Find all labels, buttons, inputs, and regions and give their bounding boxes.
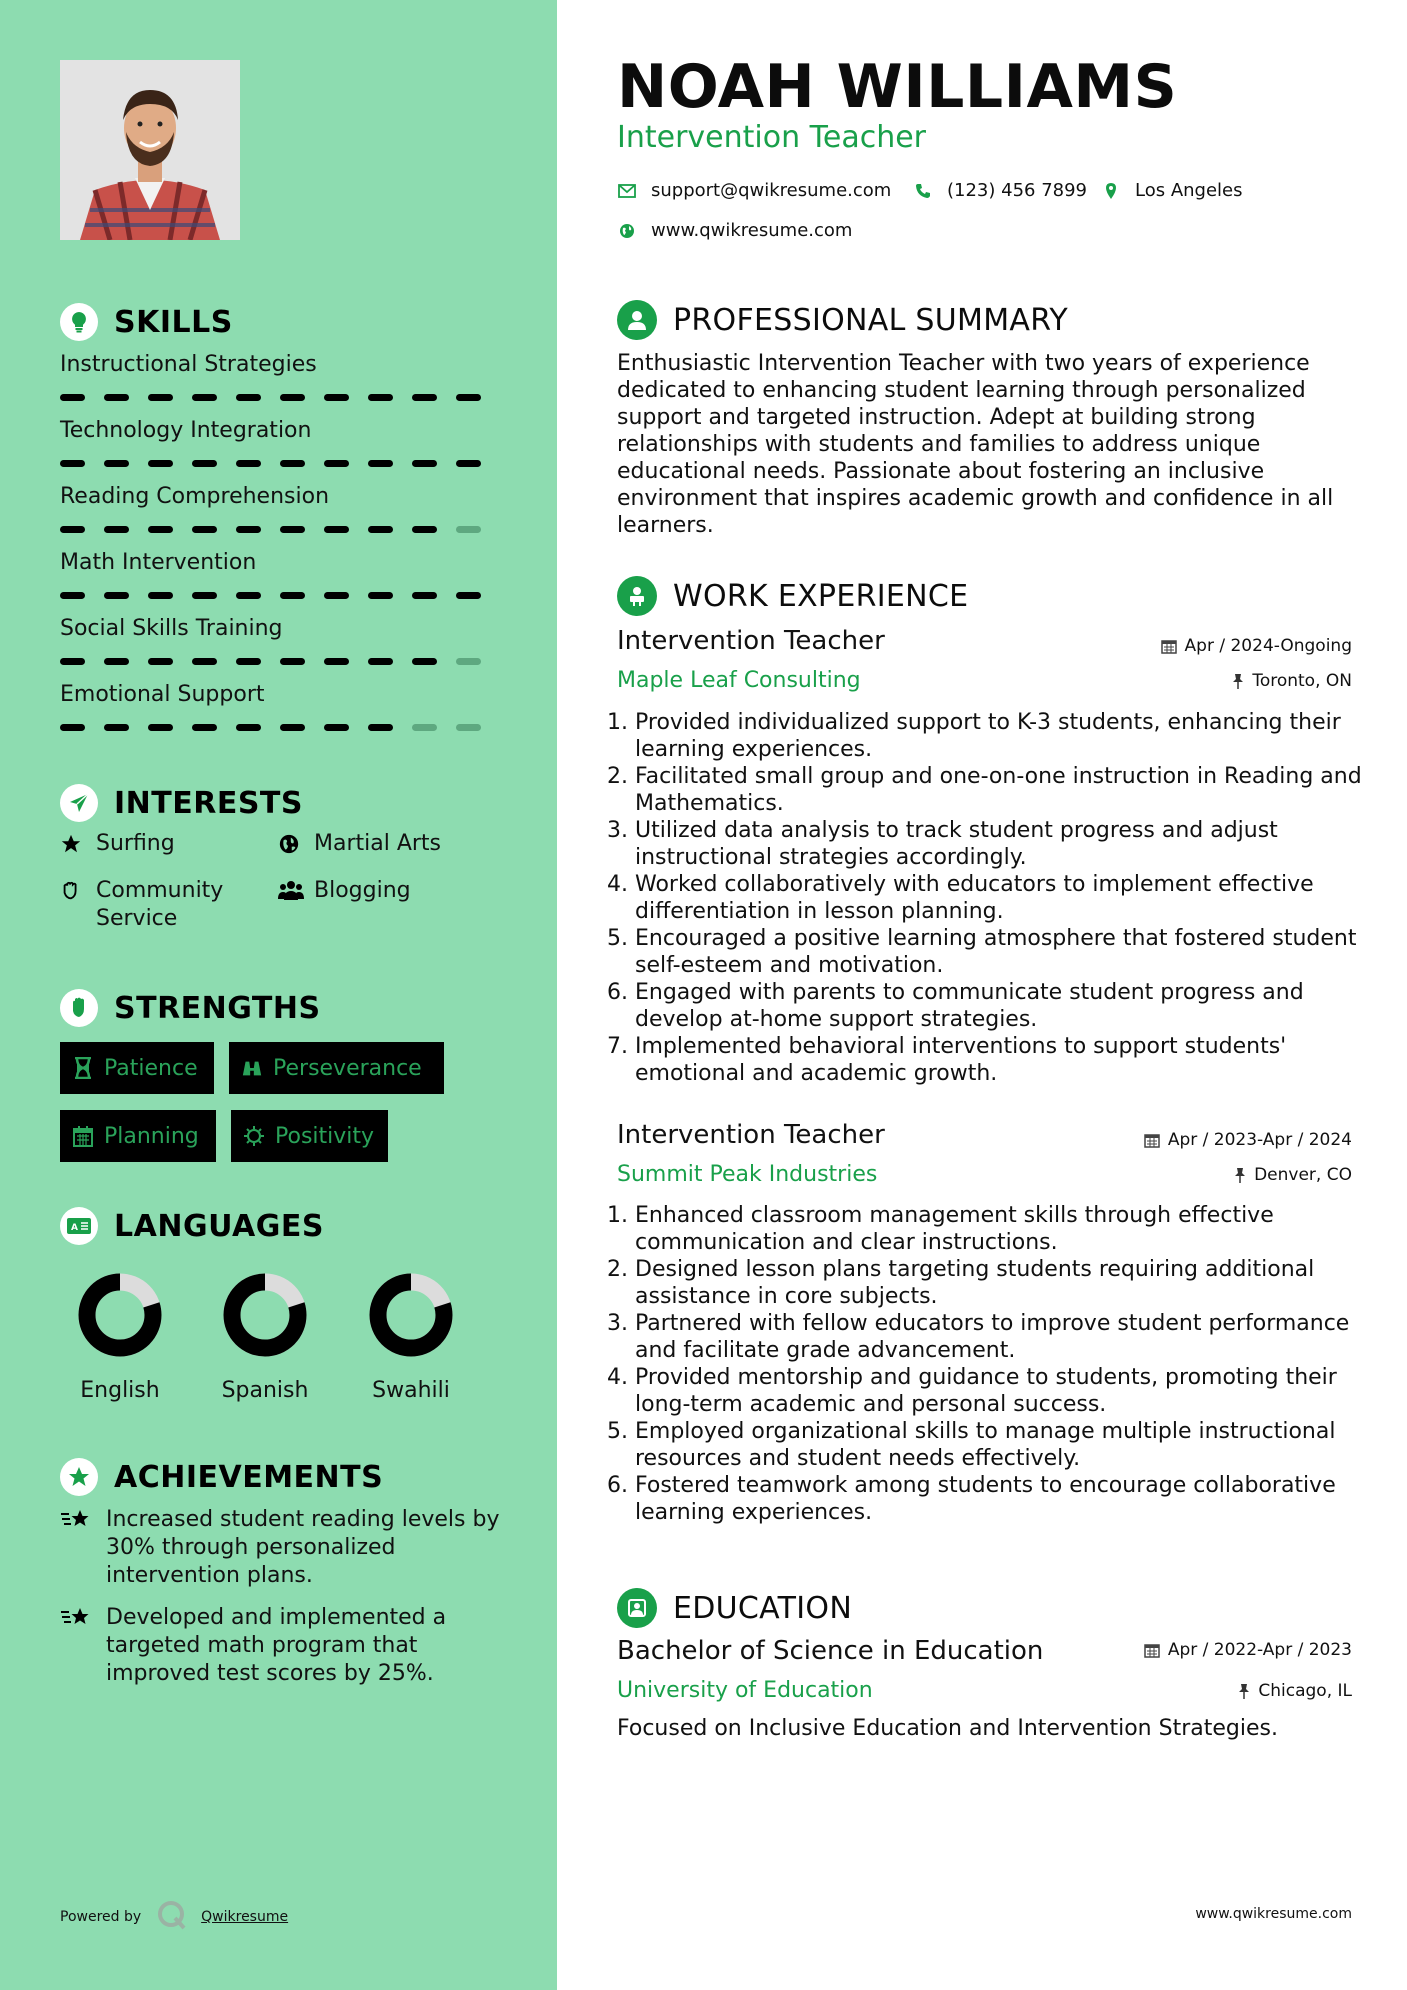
language-icon	[60, 1207, 98, 1245]
interest-item	[60, 877, 260, 933]
achievement-text: Increased student reading levels by 30% through personalized intervention plans.	[106, 1507, 500, 1588]
binoculars-icon	[241, 1057, 263, 1079]
skill-level-segment	[412, 460, 437, 467]
sun-icon	[243, 1125, 265, 1147]
calendar-icon	[72, 1125, 94, 1147]
skill-item	[60, 350, 500, 401]
skill-level-segment	[148, 394, 173, 401]
job-dates-text: Apr / 2024-Ongoing	[1184, 636, 1352, 656]
strength-chip	[60, 1042, 214, 1094]
skill-level-segment	[148, 724, 173, 731]
skill-label: Technology Integration	[60, 418, 312, 443]
skill-label: Math Intervention	[60, 550, 257, 575]
powered-by-label: Powered by	[60, 1909, 142, 1925]
skill-level-segment	[368, 460, 393, 467]
job-duty: 5. Encouraged a positive learning atmosphere that fostered student self-esteem and motivation.	[635, 925, 1387, 979]
achievement-text: Developed and implemented a targeted math program that improved test scores by 25%.	[106, 1605, 447, 1686]
profile-photo	[60, 60, 240, 240]
skill-level-bar	[60, 724, 500, 731]
degree-title: Bachelor of Science in Education	[617, 1636, 1044, 1666]
skill-level-segment	[148, 526, 173, 533]
education-location	[1238, 1681, 1352, 1701]
skill-level-segment	[60, 394, 85, 401]
main-content	[617, 0, 1362, 1990]
email-text: support@qwikresume.com	[651, 180, 892, 201]
shooting-star-icon	[60, 1506, 94, 1534]
skill-level-segment	[368, 394, 393, 401]
job-duty: 2. Designed lesson plans targeting students requiring additional assistance in core subjects.	[635, 1256, 1387, 1310]
skill-level-segment	[456, 526, 481, 533]
skill-level-segment	[280, 460, 305, 467]
strength-chip	[229, 1042, 444, 1094]
job-dates-text: Apr / 2023-Apr / 2024	[1167, 1130, 1352, 1150]
experience-title: WORK EXPERIENCE	[673, 578, 969, 614]
languages-title: LANGUAGES	[114, 1208, 324, 1244]
education-title: EDUCATION	[673, 1590, 853, 1626]
skill-level-segment	[236, 724, 261, 731]
skill-level-segment	[60, 460, 85, 467]
skill-level-segment	[280, 658, 305, 665]
skill-level-segment	[60, 592, 85, 599]
interests-title: INTERESTS	[114, 785, 303, 821]
education-heading	[617, 1586, 852, 1630]
lightbulb-icon	[60, 303, 98, 341]
strength-chip	[231, 1110, 388, 1162]
skill-level-segment	[412, 592, 437, 599]
skill-level-segment	[104, 658, 129, 665]
language-item	[351, 1270, 471, 1403]
skill-level-segment	[192, 658, 217, 665]
powered-by	[60, 1900, 288, 1934]
education-location-text: Chicago, IL	[1258, 1681, 1352, 1701]
language-label: Swahili	[372, 1378, 450, 1403]
contact-phone[interactable]	[913, 180, 1087, 201]
achievement-item	[60, 1604, 500, 1688]
job-duties-list	[605, 1202, 1387, 1526]
skill-item	[60, 416, 500, 467]
users-icon	[278, 877, 304, 905]
phone-icon	[913, 181, 933, 201]
job-location-text: Toronto, ON	[1252, 671, 1352, 691]
location-text: Los Angeles	[1135, 180, 1243, 201]
strength-label: Positivity	[275, 1123, 375, 1149]
graduation-icon	[617, 1588, 657, 1628]
school-name: University of Education	[617, 1678, 873, 1703]
language-level-ring	[75, 1270, 165, 1360]
skill-level-segment	[148, 460, 173, 467]
skill-level-segment	[236, 658, 261, 665]
skill-level-segment	[104, 592, 129, 599]
contact-email[interactable]	[617, 180, 891, 201]
skill-level-segment	[280, 394, 305, 401]
skill-level-bar	[60, 592, 500, 599]
languages-heading	[60, 1206, 324, 1246]
strength-chip	[60, 1110, 216, 1162]
skill-level-segment	[324, 394, 349, 401]
briefcase-user-icon	[617, 576, 657, 616]
skill-level-segment	[412, 526, 437, 533]
skill-level-segment	[192, 724, 217, 731]
globe-icon	[278, 830, 304, 858]
qwikresume-link[interactable]: Qwikresume	[201, 1909, 289, 1925]
job-duty: 4. Provided mentorship and guidance to students, promoting their long-term academic and personal success.	[635, 1364, 1387, 1418]
map-pin-icon	[1101, 181, 1121, 201]
job-dates	[1161, 636, 1352, 656]
job-duty: 6. Engaged with parents to communicate student progress and develop at-home support strategies.	[635, 979, 1387, 1033]
skill-level-segment	[192, 592, 217, 599]
language-item	[205, 1270, 325, 1403]
skill-level-segment	[412, 724, 437, 731]
skill-level-segment	[148, 658, 173, 665]
job-duty: 3. Partnered with fellow educators to improve student performance and facilitate grade advancement.	[635, 1310, 1387, 1364]
shooting-star-icon	[60, 1604, 94, 1632]
skill-level-segment	[456, 592, 481, 599]
skill-level-segment	[456, 724, 481, 731]
skill-level-segment	[104, 724, 129, 731]
skill-level-bar	[60, 460, 500, 467]
job-location-text: Denver, CO	[1254, 1165, 1352, 1185]
skill-level-segment	[236, 394, 261, 401]
achievements-heading	[60, 1457, 383, 1497]
skill-level-segment	[280, 592, 305, 599]
skill-level-segment	[192, 526, 217, 533]
envelope-icon	[617, 181, 637, 201]
interest-label: Blogging	[314, 878, 411, 903]
skill-level-segment	[324, 460, 349, 467]
pushpin-icon	[1234, 1167, 1246, 1183]
summary-heading	[617, 298, 1068, 342]
job-title: Intervention Teacher	[617, 1120, 885, 1150]
candidate-role: Intervention Teacher	[617, 120, 927, 155]
skill-level-segment	[324, 592, 349, 599]
job-duty: 4. Worked collaboratively with educators to implement effective differentiation in lesson planning.	[635, 871, 1387, 925]
website-text: www.qwikresume.com	[651, 220, 853, 241]
language-label: Spanish	[221, 1378, 309, 1403]
job-duty: 7. Implemented behavioral interventions to support students' emotional and academic growth.	[635, 1033, 1387, 1087]
skill-level-segment	[60, 724, 85, 731]
skill-level-segment	[192, 460, 217, 467]
skill-item	[60, 680, 500, 731]
skill-item	[60, 482, 500, 533]
achievements-title: ACHIEVEMENTS	[114, 1459, 384, 1495]
strength-label: Patience	[104, 1055, 198, 1081]
skill-level-segment	[456, 394, 481, 401]
globe-icon	[617, 221, 637, 241]
education-dates-text: Apr / 2022-Apr / 2023	[1167, 1640, 1352, 1660]
interest-item	[278, 877, 411, 905]
sidebar	[0, 0, 557, 1990]
skill-level-bar	[60, 658, 500, 665]
language-label: English	[80, 1378, 160, 1403]
company-name: Summit Peak Industries	[617, 1162, 878, 1187]
skill-level-bar	[60, 394, 500, 401]
language-item	[60, 1270, 180, 1403]
hand-icon	[60, 877, 86, 905]
svg-text:A: A	[71, 1223, 78, 1233]
job-location	[1234, 1165, 1352, 1185]
calendar-icon	[1144, 1132, 1160, 1148]
skill-label: Emotional Support	[60, 682, 265, 707]
contact-location	[1101, 180, 1243, 201]
job-dates	[1144, 1130, 1352, 1150]
pushpin-icon	[1238, 1683, 1250, 1699]
interest-label: Surfing	[96, 831, 175, 856]
job-duty: 3. Utilized data analysis to track student progress and adjust instructional strategies accordingly.	[635, 817, 1387, 871]
skill-level-segment	[368, 592, 393, 599]
skill-level-segment	[368, 724, 393, 731]
strengths-heading	[60, 988, 321, 1028]
phone-text: (123) 456 7899	[947, 180, 1088, 201]
skill-level-segment	[104, 460, 129, 467]
skill-level-bar	[60, 526, 500, 533]
job-duty: 6. Fostered teamwork among students to encourage collaborative learning experiences.	[635, 1472, 1387, 1526]
skill-level-segment	[280, 526, 305, 533]
interest-label: Community Service	[96, 878, 224, 931]
interest-item	[278, 830, 441, 858]
qwikresume-logo-icon	[157, 1900, 187, 1934]
skill-label: Instructional Strategies	[60, 352, 317, 377]
job-duty: 2. Facilitated small group and one-on-one instruction in Reading and Mathematics.	[635, 763, 1387, 817]
summary-text: Enthusiastic Intervention Teacher with two years of experience dedicated to enhancing student learning through personalized support and targeted instruction. Adept at building strong relationships with students and families to address unique educational needs. Passionate about fostering an inclusive environment that inspires academic growth and confidence in all learners.	[617, 351, 1334, 538]
strength-label: Perseverance	[273, 1055, 422, 1081]
skill-level-segment	[236, 526, 261, 533]
skill-level-segment	[324, 526, 349, 533]
skill-level-segment	[368, 526, 393, 533]
skill-level-segment	[324, 724, 349, 731]
skill-level-segment	[368, 658, 393, 665]
achievement-item	[60, 1506, 500, 1590]
skill-level-segment	[60, 658, 85, 665]
skill-item	[60, 614, 500, 665]
interest-item	[60, 830, 175, 858]
calendar-icon	[1161, 638, 1177, 654]
paper-plane-icon	[60, 784, 98, 822]
skill-level-segment	[60, 526, 85, 533]
job-duties-list	[605, 709, 1387, 1087]
interest-label: Martial Arts	[314, 831, 442, 856]
skill-level-segment	[280, 724, 305, 731]
summary-title: PROFESSIONAL SUMMARY	[673, 302, 1069, 338]
language-level-ring	[366, 1270, 456, 1360]
fist-icon	[60, 989, 98, 1027]
footer-website[interactable]: www.qwikresume.com	[1195, 1906, 1352, 1922]
skill-level-segment	[456, 460, 481, 467]
hourglass-icon	[72, 1057, 94, 1079]
contact-website[interactable]	[617, 220, 852, 241]
skill-level-segment	[104, 526, 129, 533]
job-duty: 1. Provided individualized support to K-3 students, enhancing their learning experiences.	[635, 709, 1387, 763]
calendar-icon	[1144, 1642, 1160, 1658]
company-name: Maple Leaf Consulting	[617, 668, 861, 693]
experience-heading	[617, 574, 968, 618]
pushpin-icon	[1232, 673, 1244, 689]
skill-level-segment	[192, 394, 217, 401]
candidate-name: NOAH WILLIAMS	[617, 52, 1178, 122]
skill-item	[60, 548, 500, 599]
skill-level-segment	[456, 658, 481, 665]
education-description: Focused on Inclusive Education and Intervention Strategies.	[617, 1716, 1278, 1741]
skill-label: Reading Comprehension	[60, 484, 330, 509]
skill-level-segment	[104, 394, 129, 401]
skills-title: SKILLS	[114, 304, 233, 340]
job-location	[1232, 671, 1352, 691]
skill-level-segment	[236, 592, 261, 599]
skill-level-segment	[412, 394, 437, 401]
user-icon	[617, 300, 657, 340]
education-dates	[1144, 1640, 1352, 1660]
star-badge-icon	[60, 1458, 98, 1496]
strength-label: Planning	[104, 1123, 199, 1149]
skills-heading	[60, 302, 233, 342]
job-title: Intervention Teacher	[617, 626, 885, 656]
star-icon	[60, 830, 86, 858]
skill-level-segment	[148, 592, 173, 599]
interests-heading	[60, 783, 303, 823]
skill-level-segment	[324, 658, 349, 665]
skill-level-segment	[236, 460, 261, 467]
strengths-title: STRENGTHS	[114, 990, 321, 1026]
language-level-ring	[220, 1270, 310, 1360]
job-duty: 5. Employed organizational skills to manage multiple instructional resources and student needs effectively.	[635, 1418, 1387, 1472]
skill-label: Social Skills Training	[60, 616, 283, 641]
job-duty: 1. Enhanced classroom management skills through effective communication and clear instructions.	[635, 1202, 1387, 1256]
skill-level-segment	[412, 658, 437, 665]
